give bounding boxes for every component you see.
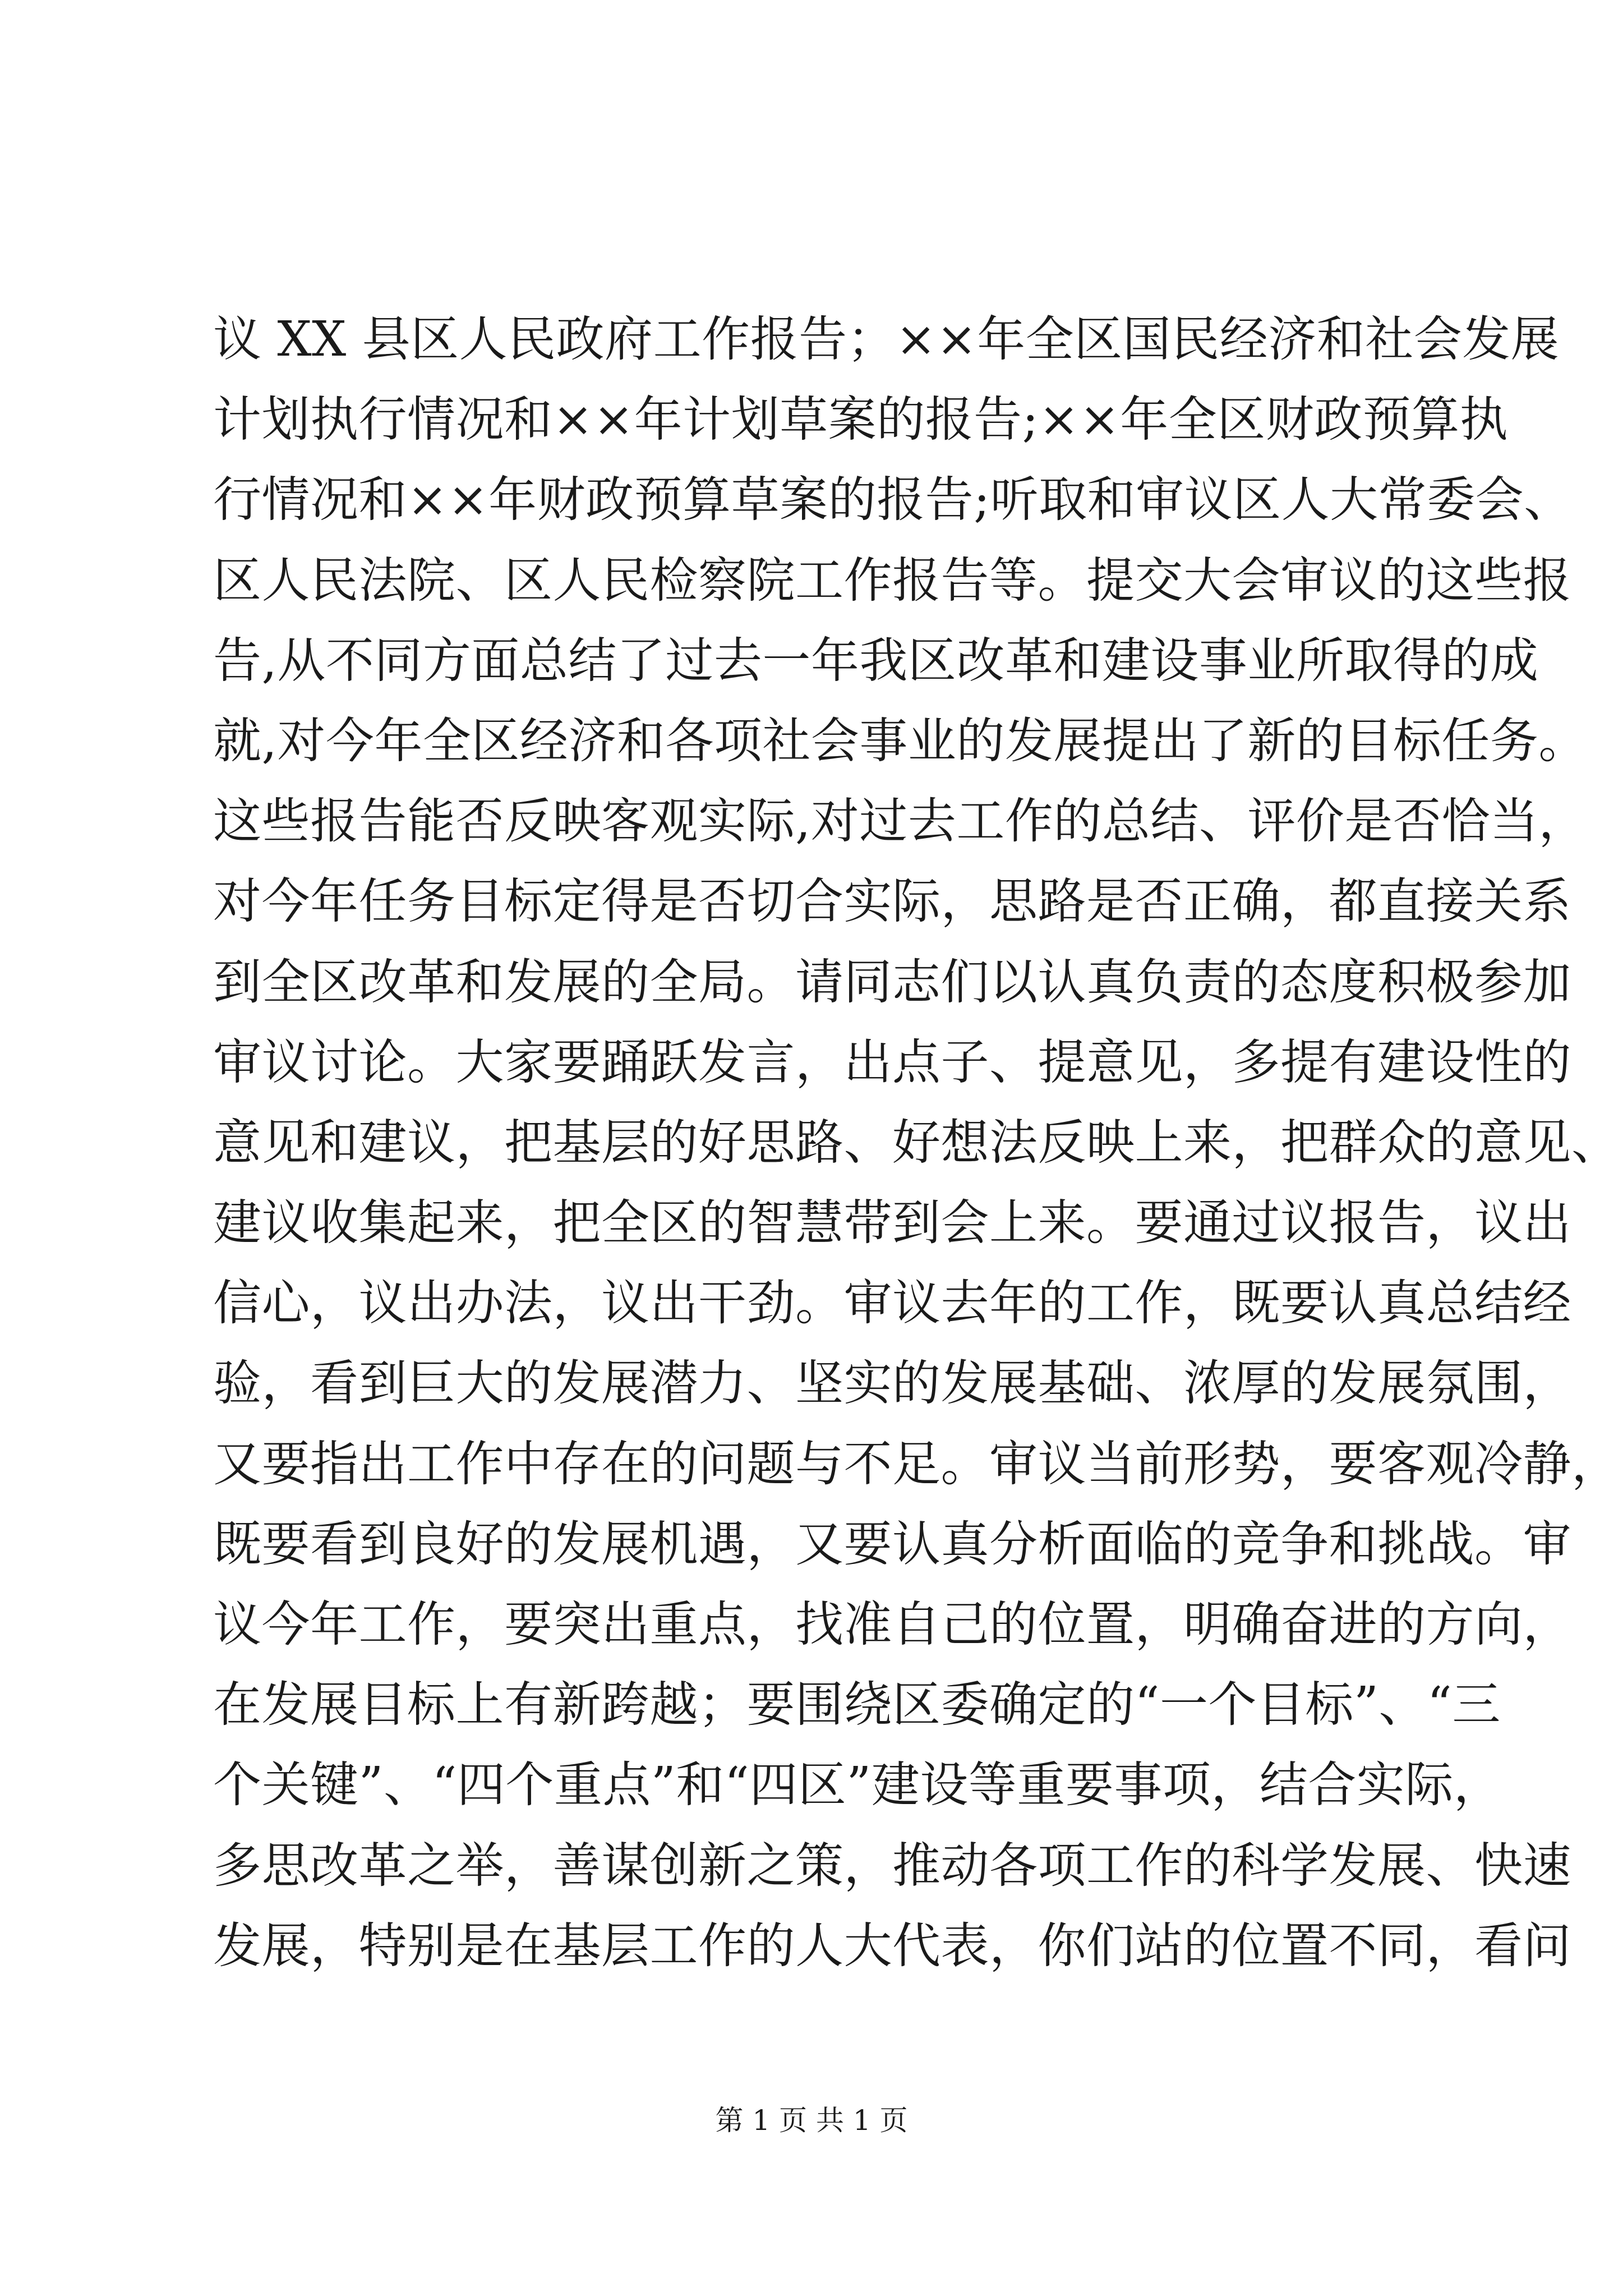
text-line: 就,对今年全区经济和各项社会事业的发展提出了新的目标任务。: [213, 712, 1587, 769]
text-line: 计划执行情况和××年计划草案的报告;××年全区财政预算执: [213, 392, 1509, 448]
page-footer: [0, 2104, 1623, 2137]
text-line: 又要指出工作中存在的问题与不足。审议当前形势，要客观冷静，: [213, 1435, 1620, 1492]
text-line: 多思改革之举，善谋创新之策，推动各项工作的科学发展、快速: [213, 1837, 1571, 1894]
text-line: 议 XX 县区人民政府工作报告；××年全区国民经济和社会发展: [213, 311, 1560, 367]
text-line: 审议讨论。大家要踊跃发言，出点子、提意见，多提有建设性的: [213, 1034, 1571, 1091]
text-line: 对今年任务目标定得是否切合实际，思路是否正确，都直接关系: [213, 873, 1571, 930]
text-line: 议今年工作，要突出重点，找准自己的位置，明确奋进的方向，: [213, 1596, 1571, 1653]
text-line: 验，看到巨大的发展潜力、坚实的发展基础、浓厚的发展氛围，: [213, 1355, 1571, 1412]
text-line: 既要看到良好的发展机遇，又要认真分析面临的竞争和挑战。审: [213, 1516, 1571, 1572]
text-line: 这些报告能否反映客观实际,对过去工作的总结、评价是否恰当，: [213, 793, 1587, 850]
text-line: 建议收集起来，把全区的智慧带到会上来。要通过议报告，议出: [213, 1195, 1571, 1251]
text-line: 发展，特别是在基层工作的人大代表，你们站的位置不同，看问: [213, 1917, 1571, 1974]
body-text: [213, 310, 1620, 1996]
text-line: 行情况和××年财政预算草案的报告;听取和审议区人大常委会、: [213, 472, 1573, 528]
text-line: 个关键”、“四个重点”和“四区”建设等重要事项，结合实际，: [213, 1757, 1502, 1814]
text-line: 区人民法院、区人民检察院工作报告等。提交大会审议的这些报: [213, 552, 1571, 609]
text-line: 意见和建议，把基层的好思路、好想法反映上来，把群众的意见、: [213, 1114, 1620, 1171]
text-line: 告,从不同方面总结了过去一年我区改革和建设事业所取得的成: [213, 632, 1539, 689]
page-number-label: 第 1 页 共 1 页: [715, 2104, 908, 2137]
text-line: 信心，议出办法，议出干劲。审议去年的工作，既要认真总结经: [213, 1275, 1571, 1332]
text-line: 在发展目标上有新跨越；要围绕区委确定的“一个目标”、“三: [213, 1677, 1501, 1733]
text-line: 到全区改革和发展的全局。请同志们以认真负责的态度积极参加: [213, 954, 1571, 1010]
